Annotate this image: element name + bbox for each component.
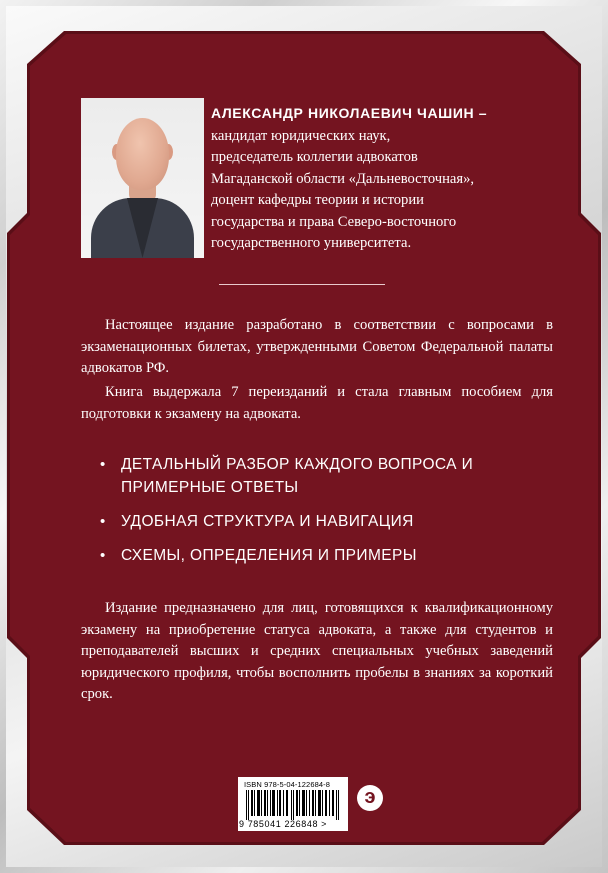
barcode bbox=[238, 777, 348, 831]
description-paragraph-2: Книга выдержала 7 переизданий и стала главным пособием для подготовки к экзамену на адвоката. bbox=[81, 384, 553, 422]
feature-text: ДЕТАЛЬНЫЙ РАЗБОР КАЖДОГО ВОПРОСА И ПРИМЕРНЫЕ ОТВЕТЫ bbox=[121, 456, 474, 496]
isbn-label: ISBN 978-5-04-122684-8 bbox=[244, 780, 331, 789]
divider-line bbox=[219, 284, 385, 285]
author-bio bbox=[211, 103, 557, 255]
description-paragraph-1: Настоящее издание разработано в соответствии с вопросами в экзаменационных билетах, утвержденными Советом Федеральной палаты адвокатов РФ. bbox=[81, 317, 553, 376]
features-list bbox=[97, 453, 557, 578]
feature-text: СХЕМЫ, ОПРЕДЕЛЕНИЯ И ПРИМЕРЫ bbox=[121, 547, 417, 564]
author-photo bbox=[81, 98, 204, 258]
feature-item bbox=[97, 544, 557, 567]
author-name: АЛЕКСАНДР НИКОЛАЕВИЧ ЧАШИН – bbox=[211, 105, 488, 121]
bio-line: Магаданской области «Дальневосточная», bbox=[211, 170, 475, 187]
audience-paragraph: Издание предназначено для лиц, готовящихся к квалификационному экзамену на приобретение статуса адвоката, а также для студентов и преподавателей высших и средних специальных учебных заведений юридического профиля, чтобы восполнить пробелы в знаниях за короткий срок. bbox=[81, 600, 553, 702]
bio-line: государственного университета. bbox=[211, 235, 412, 251]
publisher-logo-icon bbox=[357, 785, 383, 811]
feature-item bbox=[97, 453, 557, 499]
publisher-logo-glyph: э bbox=[364, 786, 376, 808]
bio-line: доцент кафедры теории и истории bbox=[211, 192, 424, 208]
bio-line: государства и права Северо-восточного bbox=[211, 213, 457, 230]
bullet-icon: • bbox=[100, 456, 106, 473]
bullet-icon: • bbox=[100, 513, 106, 530]
bio-line: председатель коллегии адвокатов bbox=[211, 149, 418, 165]
feature-text: УДОБНАЯ СТРУКТУРА И НАВИГАЦИЯ bbox=[121, 513, 414, 530]
barcode-digits: 9 785041 226848 > bbox=[239, 819, 328, 829]
bullet-icon: • bbox=[100, 547, 106, 564]
feature-item bbox=[97, 510, 557, 533]
barcode-bars bbox=[246, 790, 340, 820]
bio-line: кандидат юридических наук, bbox=[211, 127, 391, 144]
